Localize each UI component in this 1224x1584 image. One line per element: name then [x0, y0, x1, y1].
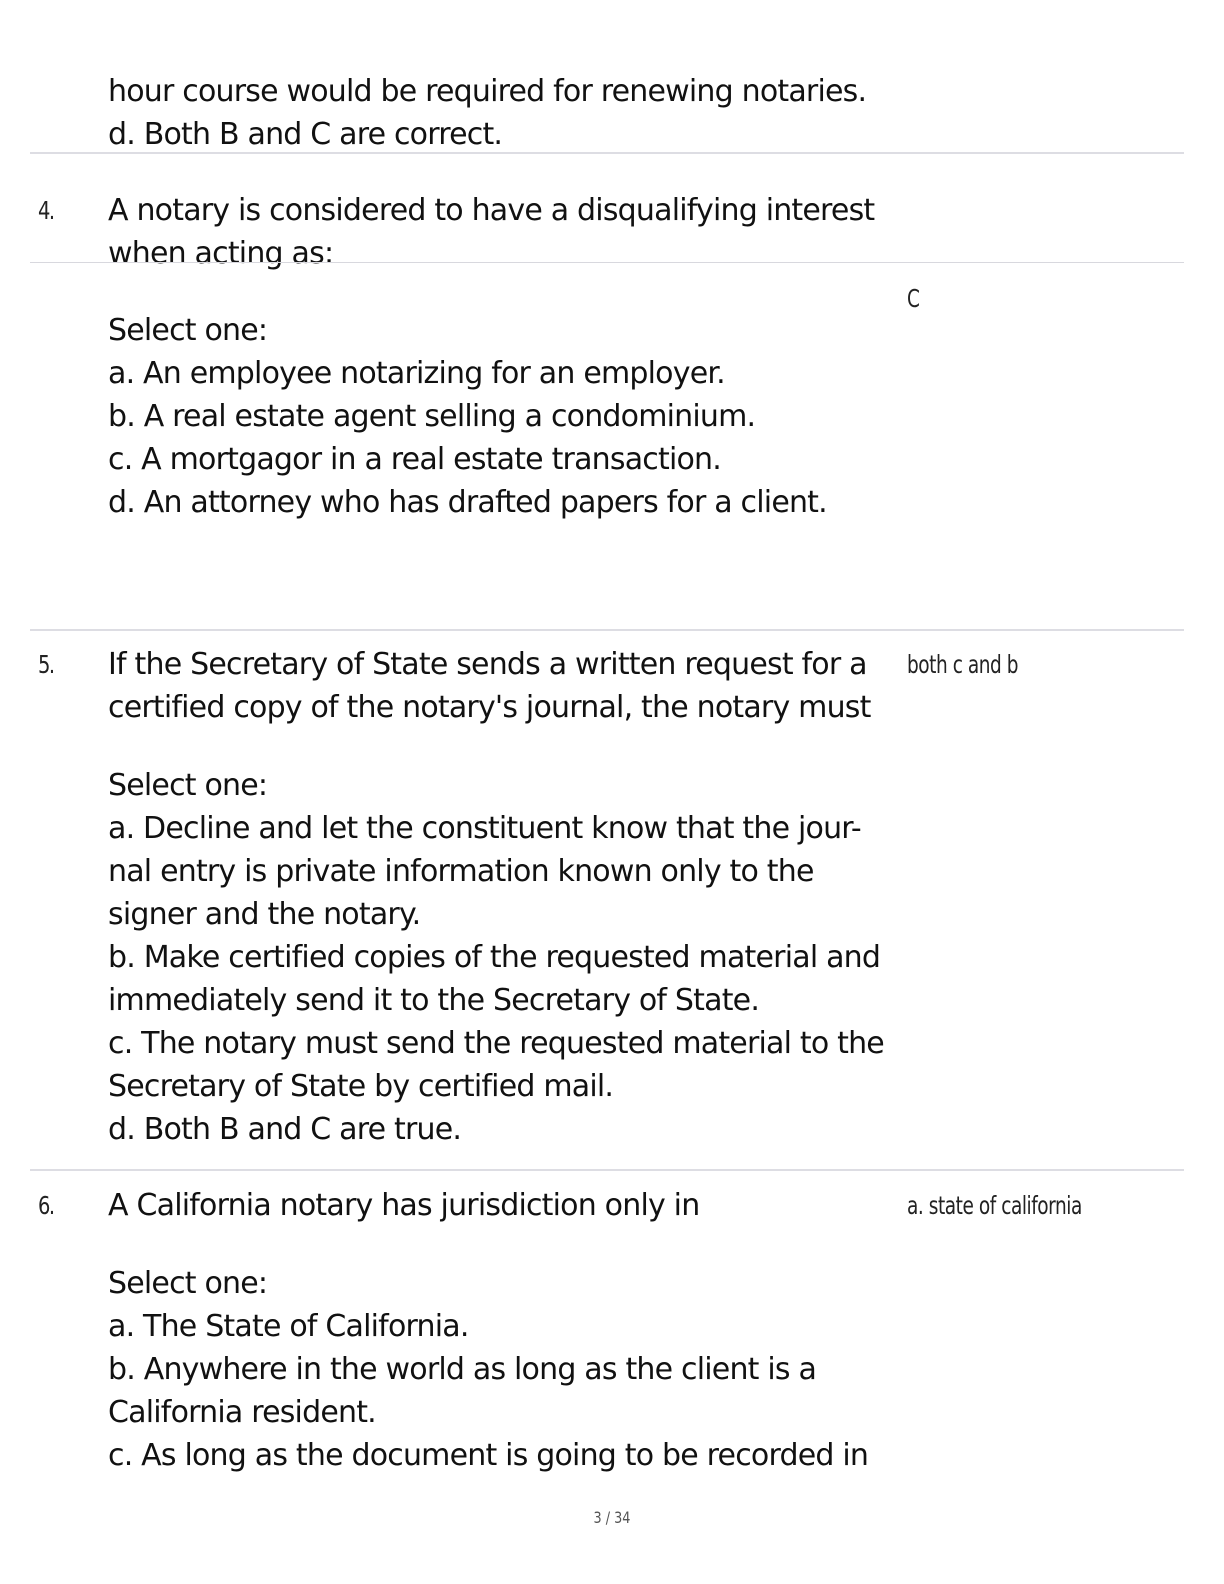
question-text: A notary is considered to have a disqualifying interest — [108, 193, 875, 228]
option-text: b. A real estate agent selling a condominium. — [108, 399, 756, 434]
select-one-label: Select one: — [108, 1266, 268, 1301]
select-one-label: Select one: — [108, 768, 268, 803]
question-text: If the Secretary of State sends a written request for a — [108, 647, 867, 682]
question-number: 5. — [38, 650, 54, 679]
answer-text: C — [907, 284, 920, 313]
option-text: b. Anywhere in the world as long as the client is a — [108, 1352, 817, 1387]
carryover-line: d. Both B and C are correct. — [108, 117, 503, 152]
answer-text: both c and b — [907, 650, 1019, 679]
option-text: d. Both B and C are true. — [108, 1112, 462, 1147]
option-text: nal entry is private information known only to the — [108, 854, 814, 889]
page-number: 3 / 34 — [593, 1508, 631, 1527]
option-text: signer and the notary. — [108, 897, 421, 932]
answer-text: a. state of california — [907, 1191, 1082, 1220]
option-text: Secretary of State by certified mail. — [108, 1069, 614, 1104]
question-number: 4. — [38, 196, 54, 225]
question-text: A California notary has jurisdiction only in — [108, 1188, 700, 1223]
option-text: c. As long as the document is going to be recorded in — [108, 1438, 869, 1473]
option-text: c. The notary must send the requested material to the — [108, 1026, 884, 1061]
option-text: a. Decline and let the constituent know that the jour- — [108, 811, 861, 846]
question-number: 6. — [38, 1191, 54, 1220]
divider — [30, 152, 1184, 154]
select-one-label: Select one: — [108, 313, 268, 348]
divider — [30, 1169, 1184, 1171]
option-text: California resident. — [108, 1395, 376, 1430]
divider — [30, 262, 1184, 263]
option-text: b. Make certified copies of the requested material and — [108, 940, 881, 975]
carryover-line: hour course would be required for renewing notaries. — [108, 74, 867, 109]
question-text: certified copy of the notary's journal, the notary must — [108, 690, 871, 725]
question-text: when acting as: — [108, 236, 334, 271]
option-text: a. An employee notarizing for an employer. — [108, 356, 725, 391]
option-text: a. The State of California. — [108, 1309, 469, 1344]
option-text: immediately send it to the Secretary of State. — [108, 983, 760, 1018]
divider — [30, 629, 1184, 631]
option-text: c. A mortgagor in a real estate transaction. — [108, 442, 721, 477]
option-text: d. An attorney who has drafted papers for a client. — [108, 485, 827, 520]
